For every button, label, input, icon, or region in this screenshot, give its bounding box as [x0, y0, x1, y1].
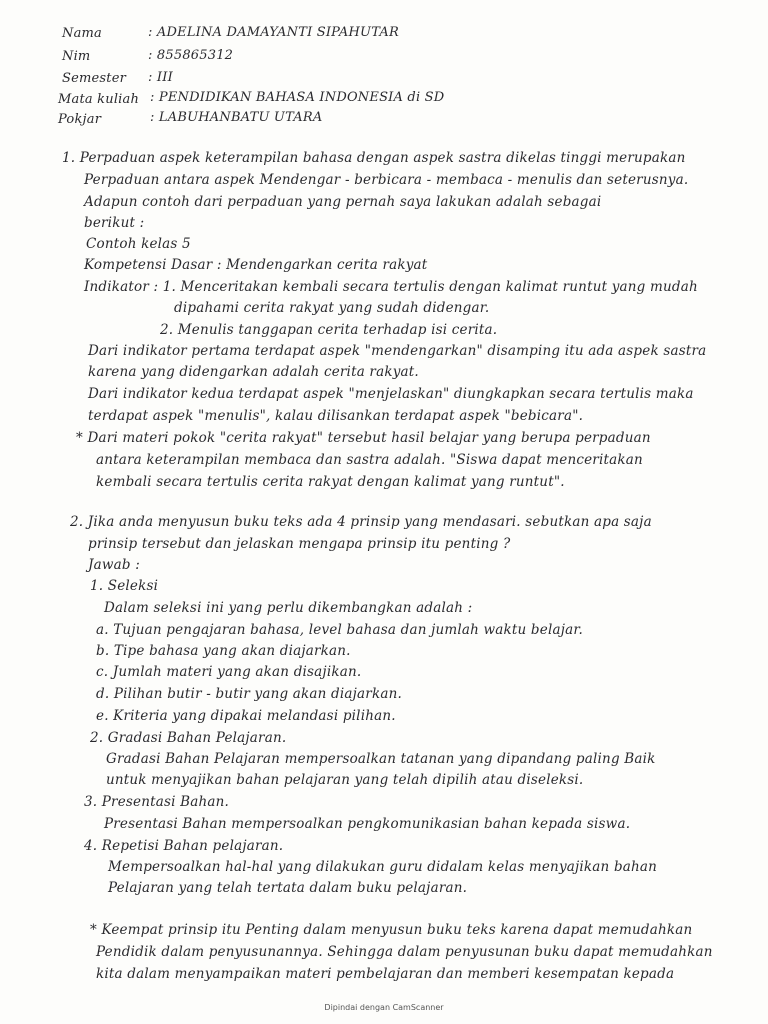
- answer1-line: 1. Perpaduan aspek keterampilan bahasa dengan aspek sastra dikelas tinggi merupakan: [62, 150, 686, 166]
- answer2-line: 2. Gradasi Bahan Pelajaran.: [90, 730, 287, 746]
- pokjar-label: Pokjar: [58, 112, 102, 127]
- answer1-line: terdapat aspek "menulis", kalau dilisankan terdapat aspek "bebicara".: [88, 408, 584, 424]
- answer2-line: c. Jumlah materi yang akan disajikan.: [96, 664, 362, 680]
- answer2-line: Pelajaran yang telah tertata dalam buku pelajaran.: [108, 880, 468, 896]
- answer1-line: 2. Menulis tanggapan cerita terhadap isi cerita.: [160, 322, 498, 338]
- answer1-line: berikut :: [84, 215, 145, 231]
- answer2-line: b. Tipe bahasa yang akan diajarkan.: [96, 643, 351, 659]
- answer2-line: * Keempat prinsip itu Penting dalam menyusun buku teks karena dapat memudahkan: [90, 922, 693, 938]
- answer2-line: Pendidik dalam penyusunannya. Sehingga dalam penyusunan buku dapat memudahkan: [96, 944, 713, 960]
- semester-value: : III: [148, 70, 173, 85]
- answer2-line: prinsip tersebut dan jelaskan mengapa prinsip itu penting ?: [88, 536, 511, 552]
- nim-value: : 855865312: [148, 48, 234, 63]
- answer1-line: * Dari materi pokok "cerita rakyat" tersebut hasil belajar yang berupa perpaduan: [76, 430, 651, 446]
- answer2-line: e. Kriteria yang dipakai melandasi pilihan.: [96, 708, 396, 724]
- answer2-line: d. Pilihan butir - butir yang akan diajarkan.: [96, 686, 402, 702]
- answer1-line: Contoh kelas 5: [86, 236, 191, 252]
- answer1-line: Indikator : 1. Menceritakan kembali secara tertulis dengan kalimat runtut yang mudah: [84, 279, 698, 295]
- semester-label: Semester: [62, 71, 127, 86]
- nim-label: Nim: [62, 49, 91, 64]
- answer2-line: Jawab :: [88, 557, 140, 573]
- answer2-line: Dalam seleksi ini yang perlu dikembangkan adalah :: [104, 600, 473, 616]
- matkul-label: Mata kuliah: [58, 92, 140, 107]
- answer1-line: Dari indikator kedua terdapat aspek "menjelaskan" diungkapkan secara tertulis maka: [88, 386, 694, 402]
- answer1-line: Kompetensi Dasar : Mendengarkan cerita rakyat: [84, 257, 428, 273]
- matkul-value: : PENDIDIKAN BAHASA INDONESIA di SD: [150, 90, 445, 105]
- answer2-line: 2. Jika anda menyusun buku teks ada 4 prinsip yang mendasari. sebutkan apa saja: [70, 514, 652, 530]
- answer1-line: kembali secara tertulis cerita rakyat dengan kalimat yang runtut".: [96, 474, 565, 490]
- answer2-line: 4. Repetisi Bahan pelajaran.: [84, 838, 284, 854]
- answer2-line: 3. Presentasi Bahan.: [84, 794, 230, 810]
- answer1-line: Adapun contoh dari perpaduan yang pernah saya lakukan adalah sebagai: [84, 194, 602, 210]
- answer2-line: Mempersoalkan hal-hal yang dilakukan guru didalam kelas menyajikan bahan: [108, 859, 658, 875]
- answer2-line: Gradasi Bahan Pelajaran mempersoalkan tatanan yang dipandang paling Baik: [106, 751, 656, 767]
- nama-label: Nama: [62, 26, 103, 41]
- answer1-line: Dari indikator pertama terdapat aspek "mendengarkan" disamping itu ada aspek sastra: [88, 343, 707, 359]
- answer1-line: dipahami cerita rakyat yang sudah didengar.: [174, 300, 490, 316]
- pokjar-value: : LABUHANBATU UTARA: [150, 110, 323, 125]
- answer2-line: a. Tujuan pengajaran bahasa, level bahasa dan jumlah waktu belajar.: [96, 622, 584, 638]
- answer1-line: Perpaduan antara aspek Mendengar - berbicara - membaca - menulis dan seterusnya.: [84, 172, 689, 188]
- answer2-line: 1. Seleksi: [90, 578, 159, 594]
- answer2-line: untuk menyajikan bahan pelajaran yang telah dipilih atau diseleksi.: [106, 772, 584, 788]
- answer2-line: Presentasi Bahan mempersoalkan pengkomunikasian bahan kepada siswa.: [104, 816, 631, 832]
- answer1-line: antara keterampilan membaca dan sastra adalah. "Siswa dapat menceritakan: [96, 452, 643, 468]
- scanner-watermark: Dipindai dengan CamScanner: [324, 1003, 444, 1012]
- answer2-line: kita dalam menyampaikan materi pembelajaran dan memberi kesempatan kepada: [96, 966, 675, 982]
- nama-value: : ADELINA DAMAYANTI SIPAHUTAR: [148, 25, 399, 40]
- answer1-line: karena yang didengarkan adalah cerita rakyat.: [88, 364, 419, 380]
